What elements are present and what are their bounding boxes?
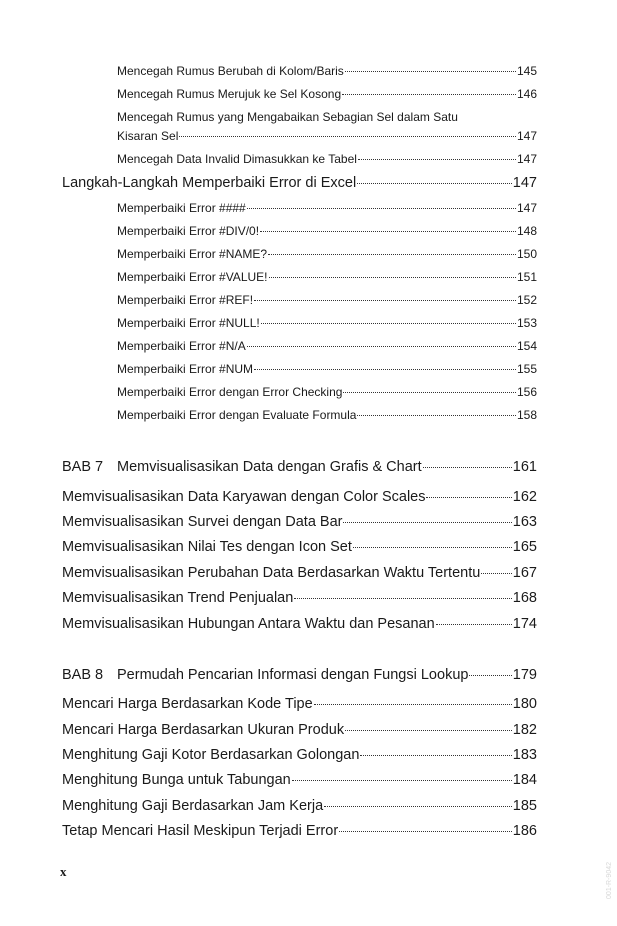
toc-entry[interactable]	[117, 270, 537, 284]
toc-entry-title: Menghitung Gaji Berdasarkan Jam Kerja	[62, 798, 324, 814]
toc-entry-title: Memperbaiki Error #NAME?	[117, 247, 268, 261]
toc-chapter-entry[interactable]	[62, 459, 537, 475]
toc-entry-page: 147	[516, 129, 537, 143]
toc-entry[interactable]	[117, 201, 537, 215]
toc-entry-title: Memvisualisasikan Data Karyawan dengan Color Scales	[62, 489, 426, 505]
page-number-roman: x	[60, 864, 67, 879]
toc-entry[interactable]	[117, 408, 537, 422]
toc-entry[interactable]	[117, 224, 537, 238]
dot-leader	[339, 831, 512, 832]
toc-entry[interactable]	[62, 798, 537, 814]
toc-entry-title: Menghitung Bunga untuk Tabungan	[62, 772, 291, 788]
dot-leader	[345, 730, 512, 731]
toc-entry-page: 145	[516, 64, 537, 78]
toc-entry-page: 152	[516, 293, 537, 307]
toc-entry-title: Memperbaiki Error #NULL!	[117, 316, 260, 330]
toc-entry-page: 162	[512, 489, 537, 505]
dot-leader	[357, 415, 516, 416]
toc-entry-page: 163	[512, 514, 537, 530]
toc-entry-page: 156	[516, 385, 537, 399]
toc-entry-title: Memperbaiki Error #REF!	[117, 293, 254, 307]
toc-entry[interactable]	[62, 514, 537, 530]
toc-entry-title: Memperbaiki Error #DIV/0!	[117, 224, 260, 238]
toc-entry-page: 165	[512, 539, 537, 555]
toc-entry-page: 184	[512, 772, 537, 788]
toc-entry-page: 186	[512, 823, 537, 839]
toc-entry-title: Mencari Harga Berdasarkan Kode Tipe	[62, 696, 313, 712]
toc-entry[interactable]	[117, 293, 537, 307]
toc-entry[interactable]	[117, 129, 537, 143]
toc-entry-page: 168	[512, 590, 537, 606]
toc-entry-page: 179	[512, 667, 537, 683]
toc-entry-title: Mencegah Rumus Merujuk ke Sel Kosong	[117, 87, 342, 101]
dot-leader	[247, 208, 516, 209]
dot-leader	[358, 159, 516, 160]
dot-leader	[353, 547, 512, 548]
toc-entry-title: Mencari Harga Berdasarkan Ukuran Produk	[62, 722, 345, 738]
toc-entry[interactable]	[117, 362, 537, 376]
toc-entry-title: Memvisualisasikan Perubahan Data Berdasarkan Waktu Tertentu	[62, 565, 481, 581]
dot-leader	[426, 497, 511, 498]
toc-entry-title: Memperbaiki Error dengan Error Checking	[117, 385, 343, 399]
toc-entry-page: 147	[516, 201, 537, 215]
toc-entry-title: Tetap Mencari Hasil Meskipun Terjadi Error	[62, 823, 339, 839]
toc-entry-page: 153	[516, 316, 537, 330]
watermark-text: 001-R-9042	[606, 862, 613, 899]
toc-entry-title: Memvisualisasikan Hubungan Antara Waktu dan Pesanan	[62, 616, 435, 632]
toc-entry[interactable]	[62, 722, 537, 738]
toc-entry-page: 180	[512, 696, 537, 712]
toc-chapter-entry[interactable]	[62, 667, 537, 683]
dot-leader	[345, 71, 516, 72]
toc-entry-title: Memperbaiki Error ####	[117, 201, 246, 215]
dot-leader	[254, 369, 516, 370]
toc-entry[interactable]	[62, 616, 537, 632]
toc-entry-page: 147	[516, 152, 537, 166]
toc-entry[interactable]	[62, 539, 537, 555]
toc-entry[interactable]	[117, 87, 537, 101]
toc-entry[interactable]	[62, 590, 537, 606]
toc-entry[interactable]	[62, 696, 537, 712]
toc-entry[interactable]	[62, 489, 537, 505]
toc-entry[interactable]	[62, 747, 537, 763]
toc-entry-page: 174	[512, 616, 537, 632]
toc-entry[interactable]	[117, 316, 537, 330]
chapter-title: Memvisualisasikan Data dengan Grafis & Chart	[117, 459, 422, 475]
toc-entry-page: 185	[512, 798, 537, 814]
toc-entry-page: 161	[512, 459, 537, 475]
toc-entry-title: Memperbaiki Error #VALUE!	[117, 270, 268, 284]
dot-leader	[261, 323, 516, 324]
dot-leader	[481, 573, 511, 574]
toc-entry-page: 151	[516, 270, 537, 284]
toc-entry[interactable]	[62, 823, 537, 839]
dot-leader	[423, 467, 512, 468]
toc-entry-title: Langkah-Langkah Memperbaiki Error di Excel	[62, 175, 357, 191]
toc-entry[interactable]	[62, 565, 537, 581]
dot-leader	[179, 136, 516, 137]
dot-leader	[294, 598, 511, 599]
dot-leader	[260, 231, 516, 232]
dot-leader	[324, 806, 512, 807]
toc-entry[interactable]	[117, 64, 537, 78]
toc-entry[interactable]	[62, 772, 537, 788]
toc-entry-title: Kisaran Sel	[117, 129, 179, 143]
toc-entry-wrapped-line1[interactable]: Mencegah Rumus yang Mengabaikan Sebagian Sel dalam Satu	[117, 110, 458, 124]
toc-entry-title: Memvisualisasikan Survei dengan Data Bar	[62, 514, 343, 530]
dot-leader	[292, 780, 512, 781]
dot-leader	[254, 300, 516, 301]
toc-entry[interactable]	[117, 152, 537, 166]
toc-entry-page: 183	[512, 747, 537, 763]
toc-entry[interactable]	[117, 339, 537, 353]
toc-entry-title: Memperbaiki Error dengan Evaluate Formula	[117, 408, 357, 422]
toc-entry-page: 154	[516, 339, 537, 353]
toc-entry-page: 146	[516, 87, 537, 101]
dot-leader	[269, 277, 516, 278]
chapter-number: BAB 8	[62, 667, 104, 683]
toc-entry-page: 167	[512, 565, 537, 581]
dot-leader	[342, 94, 516, 95]
dot-leader	[268, 254, 516, 255]
dot-leader	[357, 183, 512, 184]
toc-entry-page: 155	[516, 362, 537, 376]
toc-entry[interactable]	[117, 247, 537, 261]
dot-leader	[469, 675, 511, 676]
toc-entry-title: Mencegah Data Invalid Dimasukkan ke Tabel	[117, 152, 357, 166]
toc-entry-title: Memperbaiki Error #N/A	[117, 339, 246, 353]
chapter-title: Permudah Pencarian Informasi dengan Fungsi Lookup	[117, 667, 469, 683]
toc-entry-title: Mencegah Rumus Berubah di Kolom/Baris	[117, 64, 344, 78]
toc-entry-title: Menghitung Gaji Kotor Berdasarkan Golongan	[62, 747, 360, 763]
dot-leader	[436, 624, 512, 625]
dot-leader	[343, 522, 511, 523]
dot-leader	[343, 392, 516, 393]
toc-entry-title: Memvisualisasikan Trend Penjualan	[62, 590, 294, 606]
chapter-number: BAB 7	[62, 459, 104, 475]
toc-entry-title: Memvisualisasikan Nilai Tes dengan Icon Set	[62, 539, 352, 555]
toc-entry-title: Memperbaiki Error #NUM	[117, 362, 254, 376]
toc-entry[interactable]	[117, 385, 537, 399]
toc-entry-page: 182	[512, 722, 537, 738]
dot-leader	[314, 704, 512, 705]
dot-leader	[247, 346, 516, 347]
toc-entry-page: 150	[516, 247, 537, 261]
toc-entry-page: 158	[516, 408, 537, 422]
toc-entry-page: 148	[516, 224, 537, 238]
dot-leader	[360, 755, 511, 756]
toc-section-entry[interactable]	[62, 175, 537, 191]
toc-entry-page: 147	[512, 175, 537, 191]
